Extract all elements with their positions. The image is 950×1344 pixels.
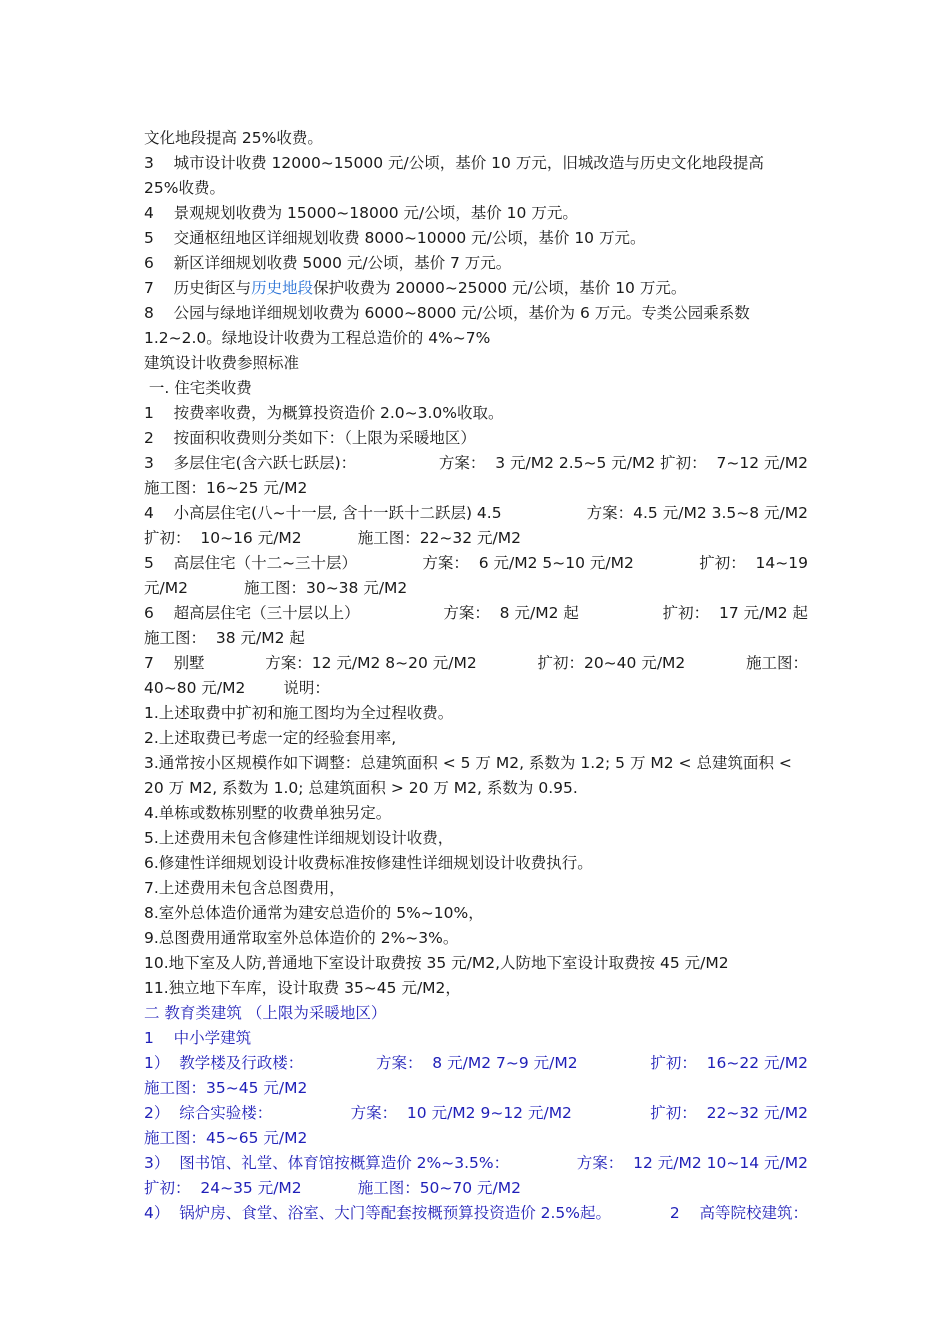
text-line: 1.上述取费中扩初和施工图均为全过程收费。 (144, 704, 454, 722)
text-segment: 元/M2 (144, 579, 188, 597)
text-line: 2 按面积收费则分类如下：（上限为采暖地区） (144, 429, 476, 447)
text-line: 11.独立地下车库，设计取费 35~45 元/M2， (144, 979, 461, 997)
text-segment: 方案： 12 元/M2 10~14 元/M2 (576, 1154, 808, 1172)
text-segment: 方案： 3 元/M2 2.5~5 元/M2 扩初： 7~12 元/M2 (438, 454, 808, 472)
text-line (144, 526, 808, 551)
text-line (144, 576, 808, 601)
document-page (144, 126, 808, 1226)
text-line: 施工图： 38 元/M2 起 (144, 629, 305, 647)
text-segment: 方案： 10 元/M2 9~12 元/M2 (350, 1104, 572, 1122)
text-line (144, 1151, 808, 1176)
text-segment: 2 高等院校建筑： (669, 1204, 808, 1222)
text-segment: 6 超高层住宅（三十层以上） (144, 604, 360, 622)
text-segment: 说明： (283, 679, 330, 697)
text-segment: 方案： 8 元/M2 起 (443, 604, 579, 622)
text-line (144, 676, 808, 701)
subsection-heading: 1 中小学建筑 (144, 1029, 252, 1047)
text-line: 4.单栋或数栋别墅的收费单独另定。 (144, 804, 392, 822)
text-line: 5.上述费用未包含修建性详细规划设计收费， (144, 829, 454, 847)
text-segment: 3 多层住宅(含六跃七跃层)： (144, 454, 357, 472)
text-segment: 5 高层住宅（十二~三十层） (144, 554, 358, 572)
text-segment: 7 历史街区与 (144, 279, 252, 297)
text-segment: 施工图：30~38 元/M2 (243, 579, 408, 597)
text-line (144, 451, 808, 476)
text-segment: 扩初：20~40 元/M2 (537, 654, 686, 672)
section-heading: 二 教育类建筑 （上限为采暖地区） (144, 1004, 387, 1022)
text-line: 3.通常按小区规模作如下调整：总建筑面积 < 5 万 M2, 系数为 1.2; 5 万 M2 < 总建筑面积 < (144, 754, 792, 772)
text-line (144, 276, 808, 301)
text-line: 2.上述取费已考虑一定的经验套用率, (144, 729, 397, 747)
text-line: 施工图：16~25 元/M2 (144, 479, 308, 497)
text-segment: 扩初： 10~16 元/M2 (144, 529, 302, 547)
text-line (144, 1051, 808, 1076)
text-segment: 保护收费为 20000~25000 元/公顷，基价 10 万元。 (313, 279, 687, 297)
section-heading: 建筑设计收费参照标准 (144, 354, 300, 372)
text-line: 6.修建性详细规划设计收费标准按修建性详细规划设计收费执行。 (144, 854, 593, 872)
text-line: 3 城市设计收费 12000~15000 元/公顷，基价 10 万元，旧城改造与历史文化地段提高 (144, 154, 764, 172)
text-line: 10.地下室及人防,普通地下室设计取费按 35 元/M2,人防地下室设计取费按 45 元/M2 (144, 954, 729, 972)
text-segment: 扩初： 17 元/M2 起 (662, 604, 808, 622)
text-segment: 扩初： 16~22 元/M2 (650, 1054, 808, 1072)
text-line: 9.总图费用通常取室外总体造价的 2%~3%。 (144, 929, 459, 947)
text-segment: 方案：12 元/M2 8~20 元/M2 (265, 654, 477, 672)
text-line (144, 551, 808, 576)
text-line: 4 景观规划收费为 15000~18000 元/公顷，基价 10 万元。 (144, 204, 578, 222)
text-line: 1.2~2.0。绿地设计收费为工程总造价的 4%~7% (144, 329, 491, 347)
text-line: 施工图：35~45 元/M2 (144, 1079, 308, 1097)
text-segment: 施工图： (745, 654, 808, 672)
text-segment: 40~80 元/M2 (144, 679, 246, 697)
text-segment: 方案： 6 元/M2 5~10 元/M2 (422, 554, 634, 572)
text-segment: 3） 图书馆、礼堂、体育馆按概算造价 2%~3.5%： (144, 1154, 510, 1172)
text-line: 文化地段提高 25%收费。 (144, 129, 323, 147)
text-segment: 方案：4.5 元/M2 3.5~8 元/M2 (586, 504, 808, 522)
text-line: 7.上述费用未包含总图费用， (144, 879, 345, 897)
text-line: 6 新区详细规划收费 5000 元/公顷，基价 7 万元。 (144, 254, 512, 272)
text-segment: 施工图：50~70 元/M2 (357, 1179, 522, 1197)
text-line (144, 1101, 808, 1126)
text-segment: 方案： 8 元/M2 7~9 元/M2 (375, 1054, 578, 1072)
text-segment: 扩初： 22~32 元/M2 (650, 1104, 808, 1122)
text-segment: 1） 教学楼及行政楼： (144, 1054, 304, 1072)
text-line: 8.室外总体造价通常为建安总造价的 5%~10%， (144, 904, 484, 922)
text-line: 1 按费率收费，为概算投资造价 2.0~3.0%收取。 (144, 404, 504, 422)
text-segment: 施工图：22~32 元/M2 (357, 529, 522, 547)
history-section-link[interactable]: 历史地段 (251, 279, 314, 297)
text-line: 20 万 M2, 系数为 1.0; 总建筑面积 > 20 万 M2, 系数为 0.95. (144, 779, 578, 797)
text-segment: 7 别墅 (144, 654, 205, 672)
text-line (144, 501, 808, 526)
text-line (144, 651, 808, 676)
text-line: 25%收费。 (144, 179, 225, 197)
text-line (144, 601, 808, 626)
text-segment: 扩初： 14~19 (699, 554, 808, 572)
text-line: 8 公园与绿地详细规划收费为 6000~8000 元/公顷，基价为 6 万元。专类公园乘系数 (144, 304, 750, 322)
text-segment: 4） 锅炉房、食堂、浴室、大门等配套按概预算投资造价 2.5%起。 (144, 1204, 612, 1222)
text-line: 5 交通枢纽地区详细规划收费 8000~10000 元/公顷，基价 10 万元。 (144, 229, 646, 247)
subsection-heading: 一. 住宅类收费 (144, 379, 252, 397)
text-segment: 2） 综合实验楼： (144, 1104, 273, 1122)
text-line: 施工图：45~65 元/M2 (144, 1129, 308, 1147)
text-segment: 扩初： 24~35 元/M2 (144, 1179, 302, 1197)
text-segment: 4 小高层住宅(八~十一层, 含十一跃十二跃层) 4.5 (144, 504, 502, 522)
text-line (144, 1201, 808, 1226)
text-line (144, 1176, 808, 1201)
